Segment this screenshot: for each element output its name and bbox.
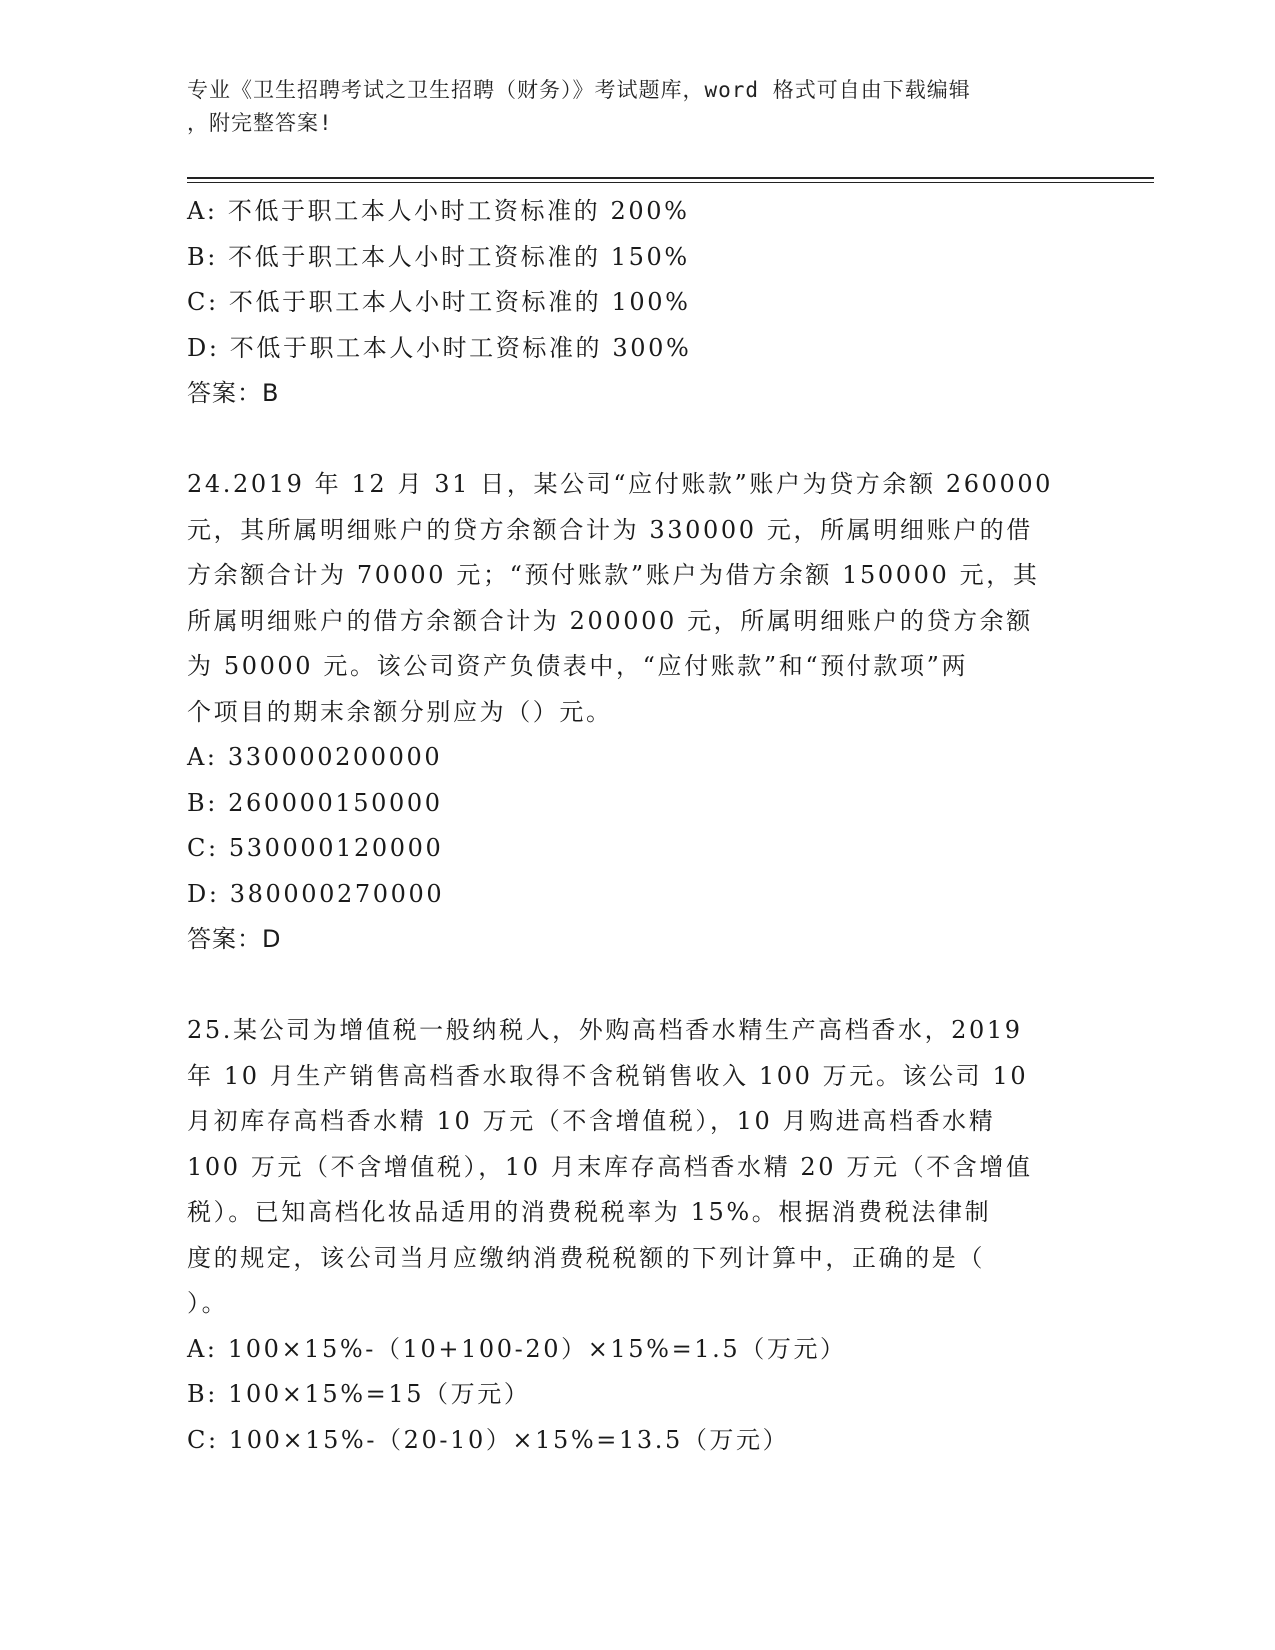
stem-line: 为 50000 元。该公司资产负债表中，“应付账款”和“预付款项”两	[187, 652, 969, 680]
option-c: C: 100×15%-（20-10）×15%=13.5（万元）	[187, 1425, 790, 1454]
stem-line: 税）。已知高档化妆品适用的消费税税率为 15%。根据消费税法律制	[187, 1198, 992, 1226]
header-title-line-1: 专业《卫生招聘考试之卫生招聘（财务）》考试题库，word 格式可自由下载编辑	[187, 78, 971, 102]
question-24-answer: 答案：D	[187, 925, 282, 953]
header-divider-thin	[187, 182, 1154, 183]
option-a: A: 不低于职工本人小时工资标准的 200%	[187, 197, 690, 225]
option-a: A: 100×15%-（10+100-20）×15%=1.5（万元）	[187, 1334, 847, 1363]
header-title-line-2: ，附完整答案!	[187, 111, 333, 135]
stem-line: ）。	[187, 1289, 229, 1317]
question-23-options	[187, 189, 1087, 371]
spacer	[187, 417, 1087, 463]
option-c: C: 不低于职工本人小时工资标准的 100%	[187, 288, 691, 316]
option-b: B: 260000150000	[187, 788, 443, 817]
option-b: B: 不低于职工本人小时工资标准的 150%	[187, 242, 690, 271]
stem-line: 月初库存高档香水精 10 万元（不含增值税），10 月购进高档香水精	[187, 1107, 996, 1135]
question-25-stem	[187, 1008, 1087, 1327]
stem-line: 方余额合计为 70000 元；“预付账款”账户为借方余额 150000 元，其	[187, 561, 1040, 589]
page-header	[187, 74, 1067, 140]
option-b: B: 100×15%=15（万元）	[187, 1380, 531, 1408]
stem-line: 所属明细账户的借方余额合计为 200000 元，所属明细账户的贷方余额	[187, 606, 1033, 635]
stem-line: 度的规定，该公司当月应缴纳消费税税额的下列计算中，正确的是（	[187, 1243, 985, 1272]
stem-line: 24.2019 年 12 月 31 日，某公司“应付账款”账户为贷方余额 260000	[187, 470, 1054, 498]
question-24-stem	[187, 462, 1087, 735]
stem-line: 个项目的期末余额分别应为（）元。	[187, 697, 613, 726]
spacer	[187, 963, 1087, 1009]
stem-line: 100 万元（不含增值税），10 月末库存高档香水精 20 万元（不含增值	[187, 1152, 1033, 1181]
option-a: A: 330000200000	[187, 743, 443, 771]
question-24-options	[187, 735, 1087, 917]
question-content	[187, 189, 1087, 1463]
option-d: D: 不低于职工本人小时工资标准的 300%	[187, 333, 692, 362]
question-25-options	[187, 1327, 1087, 1464]
stem-line: 25.某公司为增值税一般纳税人，外购高档香水精生产高档香水，2019	[187, 1016, 1023, 1044]
question-23-answer: 答案：B	[187, 379, 280, 407]
option-d: D: 380000270000	[187, 879, 445, 908]
header-divider-thick	[187, 177, 1154, 179]
stem-line: 年 10 月生产销售高档香水取得不含税销售收入 100 万元。该公司 10	[187, 1061, 1029, 1090]
stem-line: 元，其所属明细账户的贷方余额合计为 330000 元，所属明细账户的借	[187, 515, 1033, 544]
option-c: C: 530000120000	[187, 834, 444, 862]
